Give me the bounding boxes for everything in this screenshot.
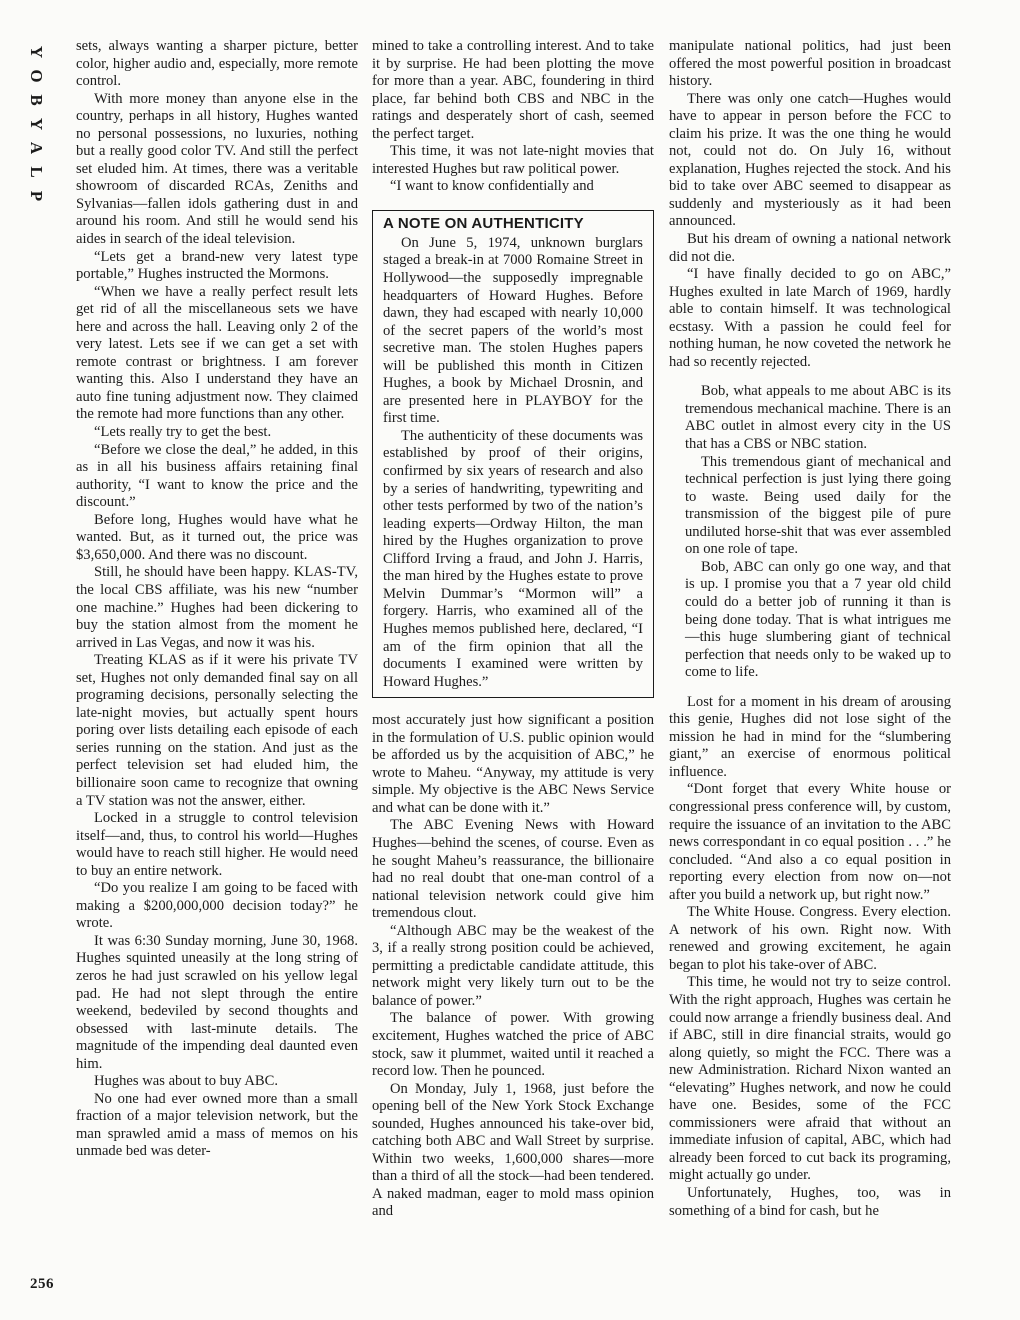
paragraph: “I have finally decided to go on ABC,” Hughes exulted in late March of 1969, hardly able to contain himself. It was technological ecstasy. With a passion he could feel for nothing human, he now coveted the network he had so recently rejected. bbox=[669, 266, 951, 370]
quote-paragraph: Bob, ABC can only go one way, and that is up. I promise you that a 7 year old child could do a better job of running it than is being done today. That is what intrigues me—this huge slumbering giant of technical perfection that needs only to be waked up to come to life. bbox=[685, 558, 951, 681]
magazine-name-vertical bbox=[24, 40, 48, 208]
magazine-letter: B bbox=[27, 94, 46, 106]
paragraph: On Monday, July 1, 1968, just before the opening bell of the New York Stock Exchange sounded, Hughes announced his take-over bid, catching both ABC and Wall Street by surprise. Within two weeks, 1,600,000 shares—more than a third of all the stock—had been tendered. A naked madman, eager to mold mass opinion and bbox=[372, 1080, 654, 1220]
paragraph: With more money than anyone else in the country, perhaps in all history, Hughes wanted no personal possessions, no luxuries, nothing but a really good color TV. And still the perfect set eluded him. At times, there was a veritable showroom of discarded RCAs, Zeniths and Sylvanias—fallen idols gathering dust in and around his room. And still he would send his aides in search of the ideal television. bbox=[76, 90, 358, 248]
sidebar-title: A NOTE ON AUTHENTICITY bbox=[383, 214, 584, 232]
paragraph: “I want to know confidentially and bbox=[390, 178, 594, 195]
paragraph: Hughes was about to buy ABC. bbox=[94, 1073, 279, 1090]
quote-paragraph: Bob, what appeals to me about ABC is its tremendous mechanical machine. There is an ABC outlet in almost every city in the US that has a CBS or NBC station. bbox=[685, 383, 951, 453]
paragraph: The White House. Congress. Every election. A network of his own. Right now. With renewed and growing excitement, he again began to plot his take-over of ABC. bbox=[669, 904, 951, 973]
paragraph: Unfortunately, Hughes, too, was in something of a bind for cash, but he bbox=[669, 1185, 951, 1219]
paragraph: “Do you realize I am going to be faced with making a $200,000,000 decision today?” he wrote. bbox=[76, 880, 358, 932]
paragraph: manipulate national politics, had just been offered the most powerful position in broadcast history. bbox=[669, 38, 951, 90]
paragraph: The balance of power. With growing excitement, Hughes watched the price of ABC stock, saw it plummet, waited until it reached a record low. Then he pounced. bbox=[372, 1010, 654, 1080]
paragraph: This time, it was not late-night movies that interested Hughes but raw political power. bbox=[372, 143, 654, 177]
paragraph: most accurately just how significant a position in the formulation of U.S. public opinion would be afforded us by the acquisition of ABC,” he wrote to Maheu. “Anyway, my attitude is very simple. My objective is the ABC News Service and what can be done with it.” bbox=[372, 712, 654, 816]
paragraph: It was 6:30 Sunday morning, June 30, 1968. Hughes squinted uneasily at the long string of zeros he had just scrawled on his yellow legal pad. He had not slept through the entire weekend, bedeviled by second thoughts and obsessed with last-minute details. The magnitude of the impending deal daunted even him. bbox=[76, 932, 358, 1072]
authenticity-note-box bbox=[372, 210, 654, 698]
magazine-letter: A bbox=[27, 141, 46, 155]
paragraph: But his dream of owning a national network did not die. bbox=[669, 231, 951, 265]
text-column-1 bbox=[76, 38, 358, 1161]
paragraph: mined to take a controlling interest. And to take it by surprise. He had been plotting the move for more than a year. ABC, foundering in third place, far behind both CBS and NBC in the ratings and desperately short of cash, seemed the perfect target. bbox=[372, 38, 654, 142]
paragraph: There was only one catch—Hughes would have to appear in person before the FCC to claim his prize. It was the one thing he would not, could not do. On July 16, without explanation, Hughes rejected the stock. And his bid to take over ABC seemed to disappear as suddenly and mysteriously as it had been announced. bbox=[669, 90, 951, 230]
magazine-letter: L bbox=[27, 166, 46, 178]
paragraph: Still, he should have been happy. KLAS-TV, the local CBS affiliate, was his new “number one machine.” Hughes had been dickering to buy the station almost from the moment he arrived in Las Vegas, and now it was his. bbox=[76, 564, 358, 651]
paragraph: “Before we close the deal,” he added, in this as in all his business affairs retaining final authority, “I want to know the price and the discount.” bbox=[76, 441, 358, 511]
paragraph: “Lets get a brand-new very latest type portable,” Hughes instructed the Mormons. bbox=[76, 248, 358, 283]
magazine-letter: Y bbox=[27, 45, 46, 59]
paragraph: sets, always wanting a sharper picture, better color, higher audio and, especially, more remote control. bbox=[76, 38, 358, 90]
memo-quote bbox=[669, 383, 951, 681]
spacer bbox=[669, 371, 951, 383]
sidebar-paragraph: On June 5, 1974, unknown burglars staged a break-in at 7000 Romaine Street in Hollywood—the supposedly impregnable headquarters of Howard Hughes. Before dawn, they had escaped with nearly 10,000 of the secret papers of the world’s most secretive man. The stolen Hughes papers will be published this month in Citizen Hughes, a book by Michael Drosnin, and are presented here in PLAYBOY for the first time. bbox=[383, 234, 643, 427]
page-number: 256 bbox=[30, 1276, 54, 1292]
paragraph: “Although ABC may be the weakest of the 3, if a really strong position could be achieved, permitting a predictable candidate attitude, this network might very likely turn out to be the balance of power.” bbox=[372, 922, 654, 1009]
text-column-3 bbox=[669, 38, 951, 1220]
paragraph: The ABC Evening News with Howard Hughes—behind the scenes, of course. Even as he sought Maheu’s reassurance, the billionaire had no real doubt that one-man control of a national television network could give him tremendous clout. bbox=[372, 817, 654, 922]
paragraph: “When we have a really perfect result lets get rid of all the miscellaneous sets we have here and across the hall. Leaving only 2 of the very latest. Lets see if we can get a set with remote contrast or brightness. I am forever wanting this. Also I understand they have an auto fine tuning adjustment now. They claimed the remote had more functions than any other. bbox=[76, 283, 358, 423]
paragraph: No one had ever owned more than a small fraction of a major television network, but the man sprawled amid a mass of memos on his unmade bed was deter- bbox=[76, 1090, 358, 1160]
paragraph: “Dont forget that every White house or congressional press conference will, by custom, require the issuance of an invitation to the ABC news correspondant in co equal position . . .” he concluded. “And also a co equal position in reporting every election from now on—not after you build a network up, but right now.” bbox=[669, 781, 951, 903]
paragraph: Treating KLAS as if it were his private TV set, Hughes not only demanded final say on all programing decisions, personally selecting the late-night movies, but actually spent hours poring over lists detailing each episode of each series running on the station. And just as the perfect television set had eluded him, the billionaire soon came to recognize that owning a TV station was not the answer, either. bbox=[76, 652, 358, 809]
text-column-2 bbox=[372, 38, 654, 1221]
magazine-letter: P bbox=[27, 190, 46, 202]
magazine-letter: O bbox=[27, 69, 46, 83]
spacer bbox=[669, 682, 951, 694]
paragraph: “Lets really try to get the best. bbox=[94, 424, 272, 441]
paragraph: Lost for a moment in his dream of arousing this genie, Hughes did not lose sight of the mission he had in mind for the “slumbering giant,” an exercise of enormous political influence. bbox=[669, 693, 951, 780]
quote-paragraph: This tremendous giant of mechanical and technical perfection is just lying there going to waste. Being used daily for the transmission of the biggest pile of pure undiluted horse-shit that was ever assembled on one role of tape. bbox=[685, 453, 951, 558]
paragraph: Before long, Hughes would have what he wanted. But, as it turned out, the price was $3,650,000. And there was no discount. bbox=[76, 511, 358, 563]
paragraph: This time, he would not try to seize control. With the right approach, Hughes was certain he could now arrange a friendly business deal. And if ABC, still in dire financial straits, would go along quietly, so might the FCC. There was a new Administration. Richard Nixon wanted an “elevating” Hughes network, and now he could have one. Besides, some of the FCC commissioners were afraid that without an immediate infusion of capital, ABC, which had already been forced to cut back its programing, might actually go under. bbox=[669, 974, 951, 1184]
magazine-letter: Y bbox=[27, 117, 46, 131]
sidebar-paragraph: The authenticity of these documents was established by proof of their origins, confirmed by six years of research and also by a series of handwriting, typewriting and other tests performed by two of the nation’s leading experts—Ordway Hilton, the man hired by the Hughes organization to prove Clifford Irving a fraud, and John J. Harris, the man hired by the Hughes estate to prove Melvin Dummar’s “Mormon will” a forgery. Harris, who examined all of the Hughes memos published here, declared, “I am of the firm opinion that all the documents I examined were written by Howard Hughes.” bbox=[383, 427, 643, 690]
paragraph: Locked in a struggle to control television itself—and, thus, to control his world—Hughes would have to reach still higher. He would need to buy an entire network. bbox=[76, 810, 358, 879]
